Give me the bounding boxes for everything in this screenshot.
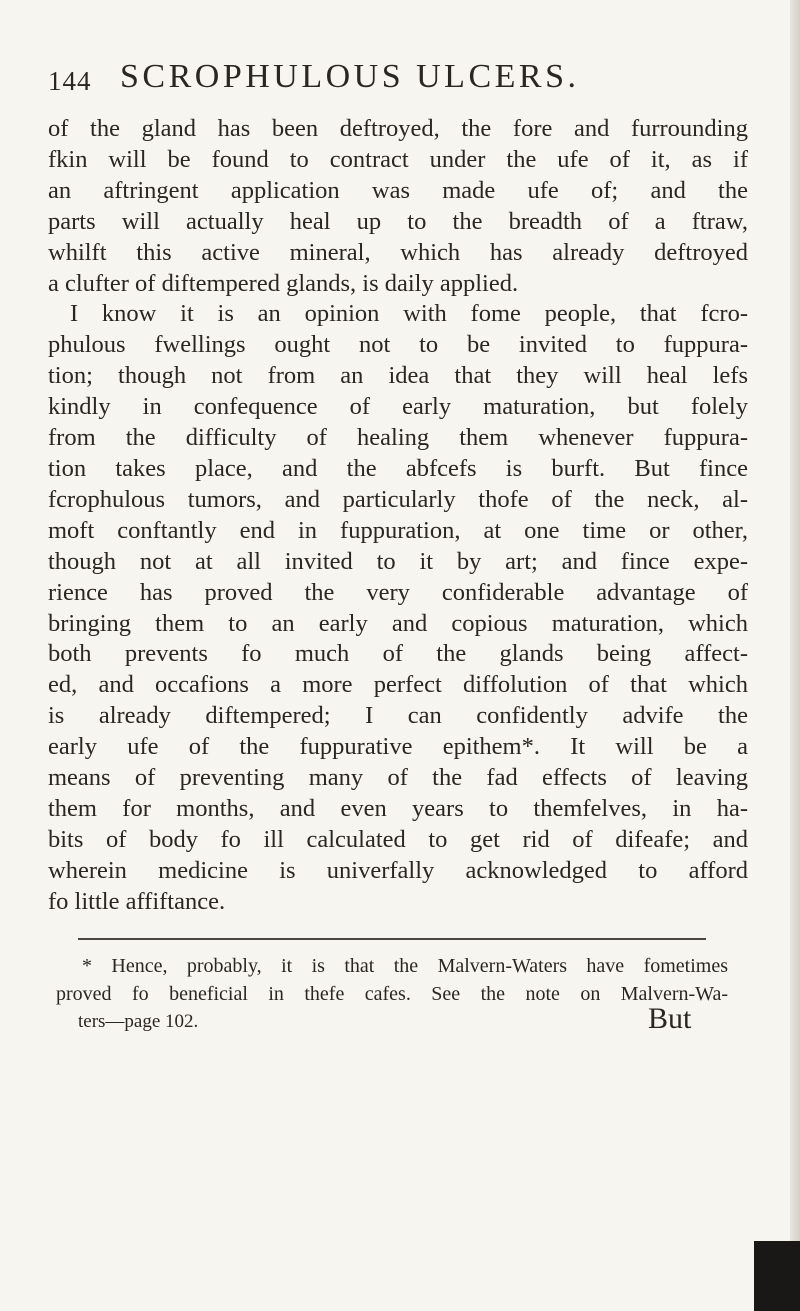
body-text bbox=[48, 114, 748, 918]
text-line: both prevents fo much of the glands being affect- bbox=[48, 640, 748, 668]
page-header bbox=[48, 58, 738, 98]
text-line: an aftringent application was made ufe of; and the bbox=[48, 176, 748, 204]
footnote-line: proved fo beneficial in thefe cafes. See the note on Malvern-Wa- bbox=[56, 983, 728, 1005]
text-line: whilft this active mineral, which has already deftroyed bbox=[48, 238, 748, 266]
text-line: bringing them to an early and copious maturation, which bbox=[48, 609, 748, 637]
text-line: ed, and occafions a more perfect diffolution of that which bbox=[48, 671, 748, 699]
text-line: parts will actually heal up to the breadth of a ftraw, bbox=[48, 207, 748, 235]
footnote-rule bbox=[78, 938, 706, 940]
text-line: fkin will be found to contract under the ufe of it, as if bbox=[48, 145, 748, 173]
footnote-line: ters—page 102. bbox=[78, 1011, 199, 1032]
footnote-line: * Hence, probably, it is that the Malvern-Waters have fometimes bbox=[82, 955, 728, 977]
dark-corner-mark bbox=[754, 1241, 800, 1311]
text-line: rience has proved the very confiderable advantage of bbox=[48, 578, 748, 606]
text-line: a clufter of diftempered glands, is daily applied. bbox=[48, 269, 519, 297]
text-line: tion; though not from an idea that they will heal lefs bbox=[48, 362, 748, 390]
text-line: tion takes place, and the abfcefs is burft. But fince bbox=[48, 454, 748, 482]
text-line: fcrophulous tumors, and particularly thofe of the neck, al- bbox=[48, 485, 748, 513]
text-line: means of preventing many of the fad effects of leaving bbox=[48, 764, 748, 792]
catchword: But bbox=[648, 1002, 692, 1035]
text-line: though not at all invited to it by art; and fince expe- bbox=[48, 547, 748, 575]
text-line: them for months, and even years to themfelves, in ha- bbox=[48, 794, 748, 822]
text-line: moft conftantly end in fuppuration, at one time or other, bbox=[48, 516, 748, 544]
text-line: phulous fwellings ought not to be invited to fuppura- bbox=[48, 331, 748, 359]
running-title: SCROPHULOUS ULCERS. bbox=[120, 58, 580, 95]
text-line: is already diftempered; I can confidently advife the bbox=[48, 702, 748, 730]
text-line: I know it is an opinion with fome people, that fcro- bbox=[70, 300, 748, 328]
text-line: kindly in confequence of early maturation, but folely bbox=[48, 393, 748, 421]
page-number: 144 bbox=[48, 66, 92, 96]
text-line: wherein medicine is univerfally acknowledged to afford bbox=[48, 856, 748, 884]
text-line: of the gland has been deftroyed, the fore and furrounding bbox=[48, 115, 748, 142]
text-line: early ufe of the fuppurative epithem*. It will be a bbox=[48, 733, 748, 761]
text-line: bits of body fo ill calculated to get rid of difeafe; and bbox=[48, 825, 748, 853]
text-line: from the difficulty of healing them whenever fuppura- bbox=[48, 424, 748, 452]
text-line: fo little affiftance. bbox=[48, 887, 226, 915]
footnote bbox=[56, 952, 728, 1036]
page-edge-shadow bbox=[790, 0, 800, 1311]
